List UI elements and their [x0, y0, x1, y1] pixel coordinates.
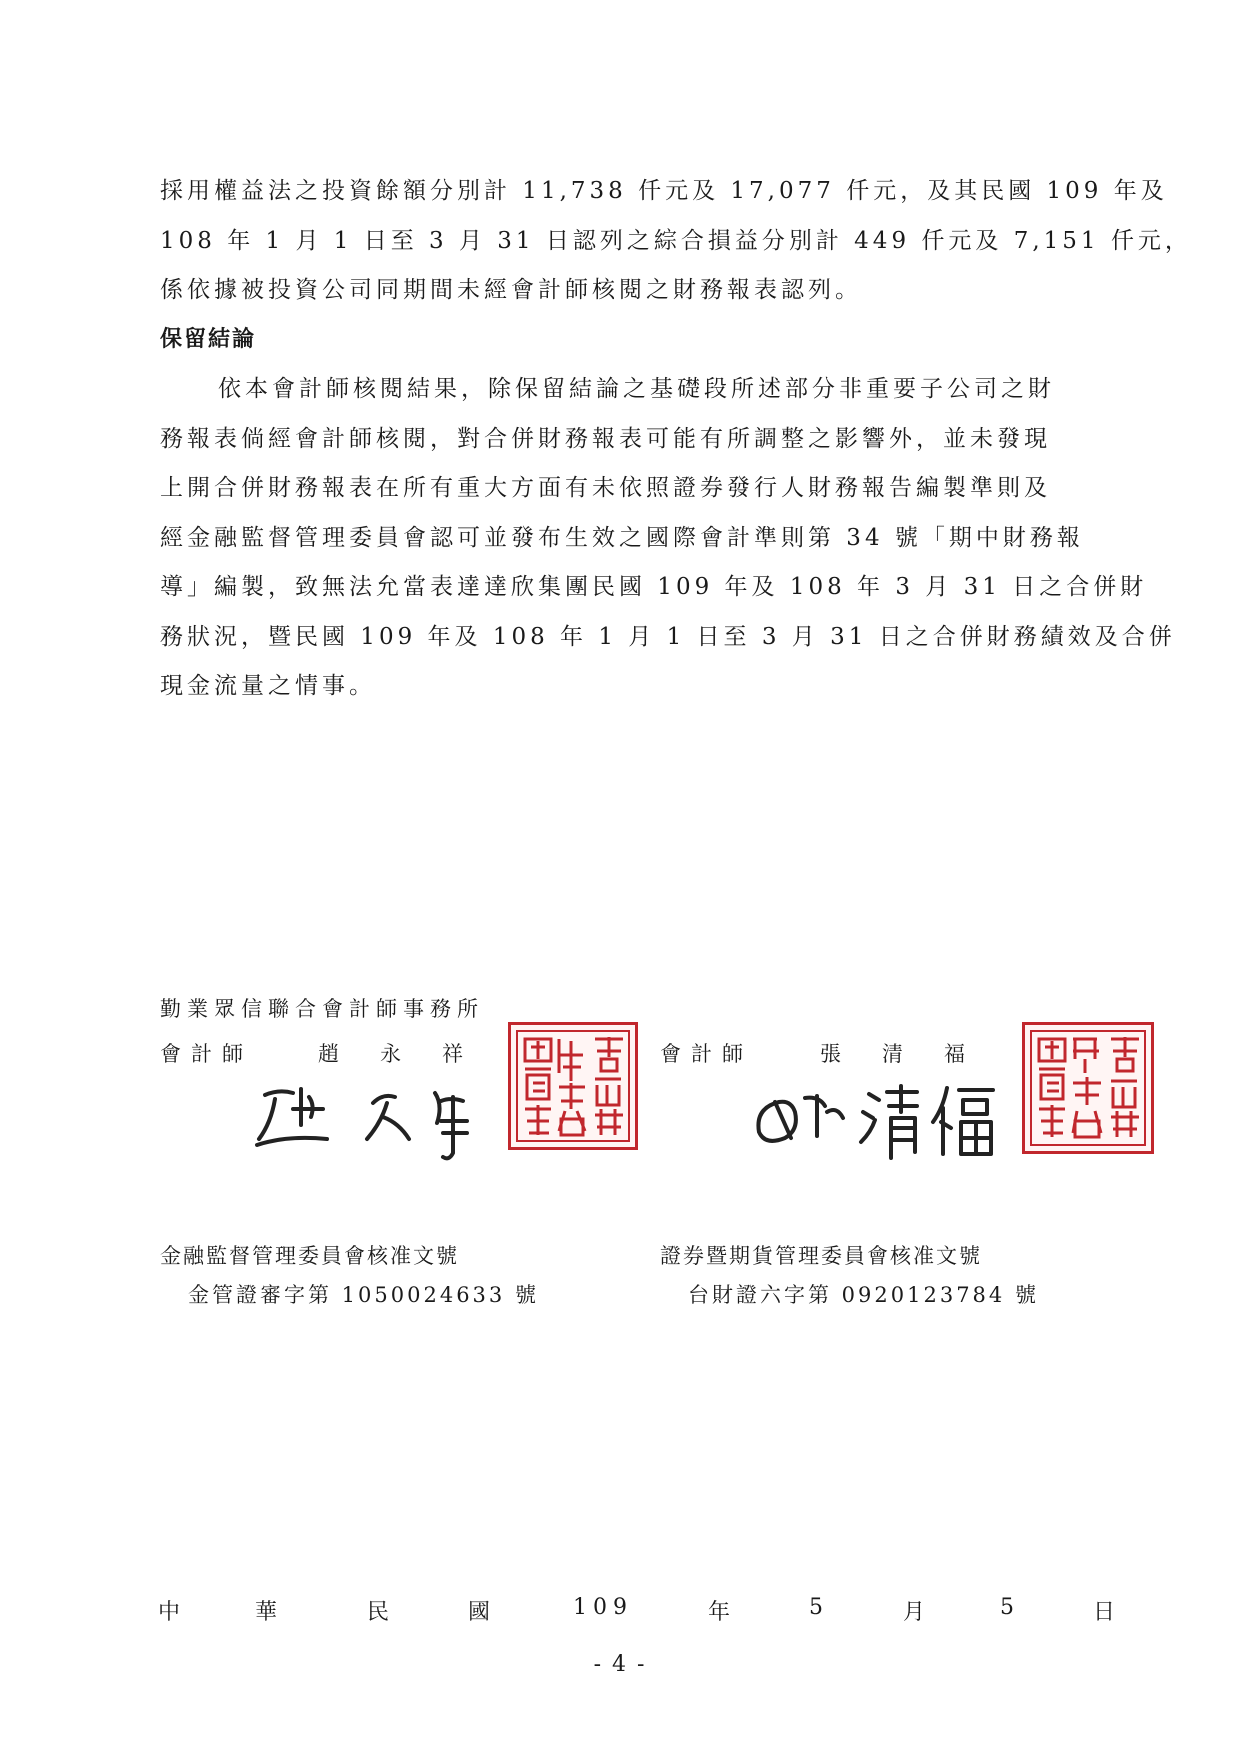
accountant-2-name: [820, 1038, 1006, 1068]
approval-2-title: 證券暨期貨管理委員會核准文號: [660, 1244, 982, 1268]
accountant-2-name-char: 清: [882, 1042, 903, 1066]
date-char: 月: [903, 1600, 926, 1625]
approval-1-title: 金融監督管理委員會核准文號: [160, 1244, 459, 1268]
accountant-1-name-char: 祥: [442, 1042, 463, 1066]
conclusion-line-5: 導」編製，致無法允當表達達欣集團民國 109 年及 108 年 3 月 31 日之合併財: [160, 574, 1148, 600]
conclusion-line-2: 務報表倘經會計師核閱，對合併財務報表可能有所調整之影響外，並未發現: [160, 426, 1051, 452]
date-char: 國: [468, 1600, 491, 1625]
accountant-1-name-char: 趙: [318, 1042, 339, 1066]
firm-name: 勤業眾信聯合會計師事務所: [160, 997, 484, 1021]
date-char: 日: [1093, 1600, 1116, 1625]
accountant-2-name-char: 張: [820, 1042, 841, 1066]
body-line-2: 108 年 1 月 1 日至 3 月 31 日認列之綜合損益分別計 449 仟元及 7,151 仟元，: [160, 228, 1192, 254]
conclusion-line-7: 現金流量之情事。: [160, 673, 376, 699]
date-char: 華: [255, 1600, 278, 1625]
section-heading: 保留結論: [160, 326, 257, 352]
approval-block-2: [660, 1240, 1039, 1307]
date-char: 民: [367, 1600, 390, 1625]
accountant-2-seal: [1022, 1022, 1154, 1154]
accountant-2-name-char: 福: [944, 1042, 965, 1066]
accountant-2-signature: [745, 1072, 1015, 1167]
approval-2-number: 台財證六字第 0920123784 號: [688, 1283, 1039, 1307]
accountant-2-title: 會計師: [660, 1042, 753, 1066]
date-year: 109: [573, 1595, 633, 1620]
date-month: 5: [809, 1595, 823, 1620]
accountant-1-title: 會計師: [160, 1042, 253, 1066]
accountant-1-name: [318, 1038, 504, 1068]
accountant-2-label-row: [660, 1038, 965, 1068]
date-char: 中: [158, 1600, 181, 1625]
conclusion-line-1: 依本會計師核閱結果，除保留結論之基礎段所述部分非重要子公司之財: [218, 376, 1055, 402]
date-day: 5: [1000, 1595, 1014, 1620]
page-number: - 4 -: [593, 1652, 647, 1677]
accountant-1-label-row: [160, 1038, 463, 1068]
accountant-1-name-char: 永: [380, 1042, 401, 1066]
conclusion-line-3: 上開合併財務報表在所有重大方面有未依照證券發行人財務報告編製準則及: [160, 475, 1051, 501]
date-char: 年: [708, 1600, 731, 1625]
approval-block-1: [160, 1240, 539, 1307]
accountant-1-seal: [508, 1022, 638, 1150]
conclusion-line-4: 經金融監督管理委員會認可並發布生效之國際會計準則第 34 號「期中財務報: [160, 525, 1084, 551]
body-line-3: 係依據被投資公司同期間未經會計師核閱之財務報表認列。: [160, 277, 862, 303]
approval-1-number: 金管證審字第 1050024633 號: [188, 1283, 539, 1307]
conclusion-line-6: 務狀況，暨民國 109 年及 108 年 1 月 1 日至 3 月 31 日之合併財務績效及合併: [160, 624, 1176, 650]
accountant-1-signature: [245, 1075, 505, 1170]
body-line-1: 採用權益法之投資餘額分別計 11,738 仟元及 17,077 仟元，及其民國 109 年及: [160, 178, 1168, 204]
